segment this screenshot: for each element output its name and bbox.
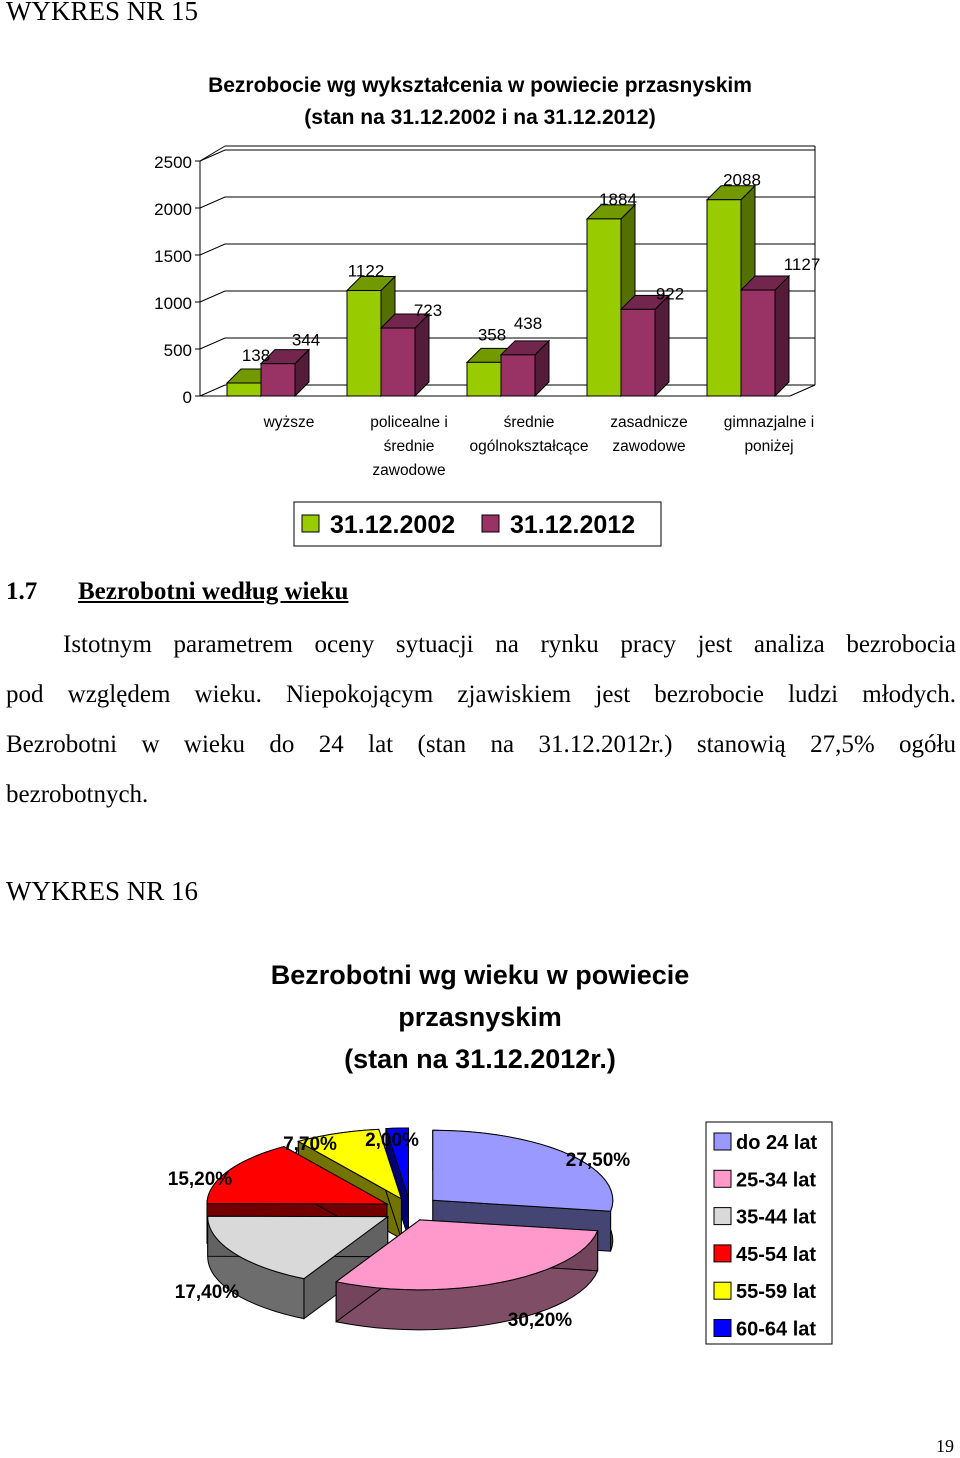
legend-swatch [714, 1208, 731, 1225]
bar-31.12.2012-2 [501, 341, 549, 396]
section-number: 1.7 [6, 578, 38, 605]
pie-chart-age [0, 940, 960, 1360]
pie-value-label: 17,40% [174, 1282, 240, 1303]
category-label: poniżej [744, 438, 794, 455]
category-label: policealne i [370, 414, 448, 431]
chart16-title-line1: Bezrobotni wg wieku w powiecie [270, 960, 690, 990]
category-label: gimnazjalne i [723, 414, 815, 431]
category-label: zasadnicze [610, 414, 688, 431]
bar-value-label: 1127 [783, 255, 821, 275]
chart15-title-line1: Bezrobocie wg wykształcenia w powiecie przasnyskim [208, 74, 752, 97]
y-tick-label: 500 [163, 341, 192, 360]
legend-label: 60-64 lat [736, 1318, 817, 1341]
bar-value-label: 438 [513, 313, 543, 333]
category-label: zawodowe [612, 438, 686, 455]
legend-label-2012: 31.12.2012 [510, 511, 636, 539]
bar-value-label: 922 [655, 284, 685, 304]
legend-swatch [714, 1133, 731, 1150]
pie-slices [207, 1128, 613, 1330]
bar-31.12.2012-3 [621, 295, 669, 396]
pie-value-label: 30,20% [507, 1310, 573, 1331]
chart15-heading: WYKRES NR 15 [6, 0, 199, 26]
gridline [200, 150, 815, 161]
pie-value-label: 15,20% [167, 1169, 233, 1190]
bar-value-label: 1122 [347, 261, 385, 281]
legend-label: 35-44 lat [736, 1206, 817, 1229]
body-paragraph [6, 620, 956, 820]
chart15-legend [294, 502, 661, 546]
y-tick-label: 1500 [154, 247, 192, 266]
chart16-title-line3: (stan na 31.12.2012r.) [344, 1044, 616, 1074]
legend-label: 45-54 lat [736, 1243, 817, 1266]
chart16-heading: WYKRES NR 16 [6, 876, 199, 906]
paragraph-line-3: Bezrobotni w wieku do 24 lat (stan na 31.12.2012r.) stanowią 27,5% ogółu [6, 731, 956, 758]
legend-swatch [714, 1282, 731, 1299]
chart15-y-axis [154, 153, 200, 407]
legend-swatch-2002 [302, 515, 319, 532]
legend-swatch [714, 1170, 731, 1187]
bar-value-label: 2088 [723, 170, 761, 190]
paragraph-line-4: bezrobotnych. [6, 781, 149, 808]
legend-swatch [714, 1320, 731, 1337]
legend-swatch [714, 1245, 731, 1262]
category-label: średnie [503, 414, 555, 431]
legend-label: 55-59 lat [736, 1281, 817, 1304]
bar-value-label: 1884 [599, 189, 637, 209]
bar-chart-education [0, 60, 960, 560]
paragraph-line-2: pod względem wieku. Niepokojącym zjawiskiem jest bezrobocie ludzi młodych. [6, 681, 956, 708]
pie-value-label: 2,00% [365, 1130, 419, 1151]
y-tick-label: 1000 [154, 294, 192, 313]
category-label: zawodowe [372, 462, 446, 479]
page-number: 19 [936, 1436, 954, 1456]
pie-value-label: 27,50% [565, 1150, 631, 1171]
y-tick-label: 2500 [154, 153, 192, 172]
y-tick-label: 2000 [154, 200, 192, 219]
category-label: średnie [383, 438, 435, 455]
category-label: ogólnokształcące [469, 438, 589, 455]
bar-value-label: 344 [291, 330, 321, 350]
legend-label: 25-34 lat [736, 1169, 817, 1192]
pie-legend-box [706, 1122, 832, 1344]
paragraph-line-1: Istotnym parametrem oceny sytuacji na rynku pracy jest analiza bezrobocia [63, 631, 956, 658]
category-label: wyższe [263, 414, 315, 431]
bar-value-label: 723 [413, 301, 443, 321]
bar-value-label: 138 [241, 346, 271, 366]
legend-label-2002: 31.12.2002 [330, 511, 456, 539]
bar-31.12.2012-4 [741, 276, 789, 396]
section-title: Bezrobotni według wieku [78, 578, 349, 605]
chart16-title-line2: przasnyskim [398, 1002, 562, 1032]
bar-31.12.2012-1 [381, 314, 429, 396]
legend-swatch-2012 [482, 515, 499, 532]
pie-value-label: 7,70% [283, 1134, 337, 1155]
chart15-category-labels [263, 414, 815, 479]
bar-value-label: 358 [477, 325, 507, 345]
chart15-title-line2: (stan na 31.12.2002 i na 31.12.2012) [304, 106, 656, 129]
legend-label: do 24 lat [736, 1132, 818, 1154]
y-tick-label: 0 [182, 388, 192, 407]
